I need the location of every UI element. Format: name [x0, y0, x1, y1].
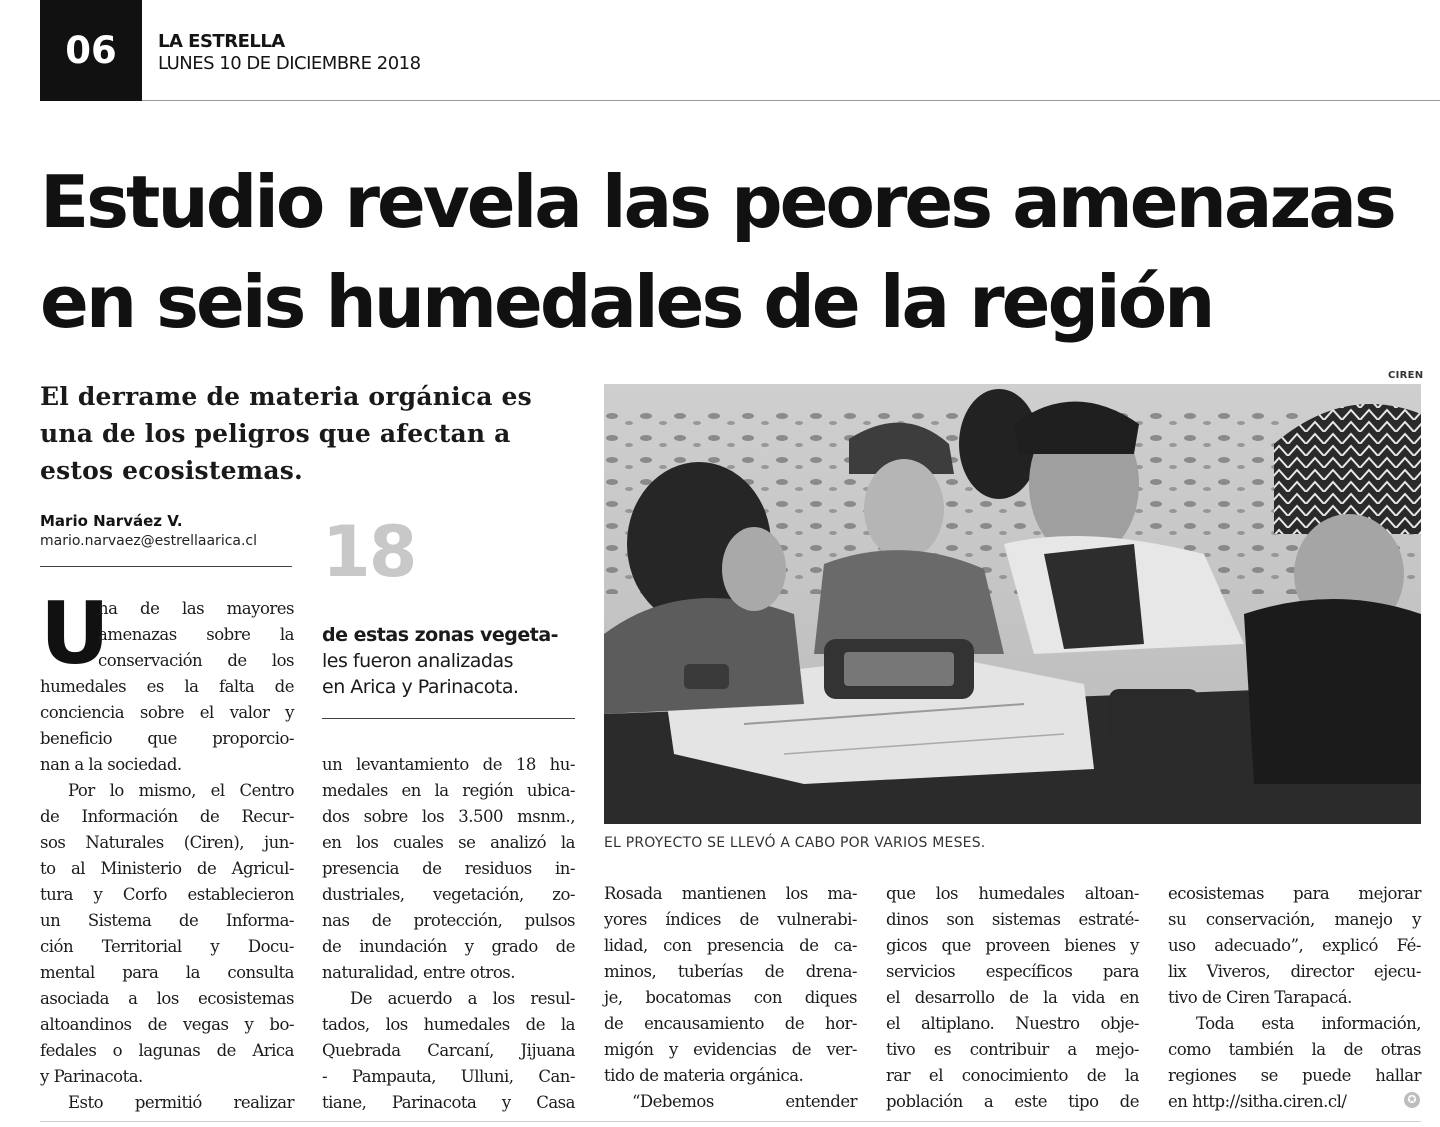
- drop-cap: U: [40, 584, 110, 684]
- body-line: tiane, Parinacota y Casa: [322, 1093, 575, 1112]
- body-line: fedales o lagunas de Arica: [40, 1041, 294, 1060]
- body-line: beneficio que proporcio-: [40, 729, 294, 748]
- body-line: ecosistemas para mejorar: [1168, 884, 1421, 903]
- body-line: de inundación y grado de: [322, 937, 575, 956]
- body-line: el desarrollo de la vida en: [886, 988, 1139, 1007]
- body-line: sos Naturales (Ciren), jun-: [40, 833, 294, 852]
- body-line: como también la de otras: [1168, 1040, 1421, 1059]
- body-line: servicios específicos para: [886, 962, 1139, 981]
- body-line: uso adecuado”, explicó Fé-: [1168, 936, 1421, 955]
- headline-line-2: en seis humedales de la región: [40, 260, 1213, 344]
- body-line: lidad, con presencia de ca-: [604, 936, 857, 955]
- body-line: de encausamiento de hor-: [604, 1014, 857, 1033]
- body-column-4: [886, 881, 1139, 1115]
- body-line: mental para la consulta: [40, 963, 294, 982]
- article-headline: [40, 152, 1440, 352]
- body-column-3: [604, 881, 857, 1115]
- body-line: dinos son sistemas estraté-: [886, 910, 1139, 929]
- body-line: Rosada mantienen los ma-: [604, 884, 857, 903]
- stat-divider: [322, 718, 575, 719]
- body-line: De acuerdo a los resul-: [350, 989, 575, 1008]
- body-line: minos, tuberías de drena-: [604, 962, 857, 981]
- body-line: amenazas sobre la: [98, 625, 294, 644]
- stat-line-1: de estas zonas vegeta-: [322, 624, 559, 646]
- body-line: que los humedales altoan-: [886, 884, 1139, 903]
- deck-line-2: una de los peligros que afectan a: [40, 419, 511, 448]
- body-line: tados, los humedales de la: [322, 1015, 575, 1034]
- body-line: dos sobre los 3.500 msnm.,: [322, 807, 575, 826]
- author-email[interactable]: mario.narvaez@estrellaarica.cl: [40, 533, 258, 549]
- body-column-2: [322, 752, 575, 1116]
- body-line: nan a la sociedad.: [40, 755, 182, 774]
- body-line: na de las mayores: [98, 599, 294, 618]
- body-line: conciencia sobre el valor y: [40, 703, 294, 722]
- body-line: ción Territorial y Docu-: [40, 937, 294, 956]
- body-line: je, bocatomas con diques: [604, 988, 857, 1007]
- body-line: - Pampauta, Ulluni, Can-: [322, 1067, 575, 1086]
- body-line: conservación de los: [98, 651, 294, 670]
- newspaper-name: LA ESTRELLA: [158, 31, 285, 52]
- photo-caption: EL PROYECTO SE LLEVÓ A CABO POR VARIOS MESES.: [604, 835, 986, 851]
- body-line: y Parinacota.: [40, 1067, 143, 1086]
- body-line: regiones se puede hallar: [1168, 1066, 1421, 1085]
- body-line: su conservación, manejo y: [1168, 910, 1421, 929]
- body-line: Toda esta información,: [1196, 1014, 1421, 1033]
- body-line: Quebrada Carcaní, Jijuana: [322, 1041, 575, 1060]
- body-line: población a este tipo de: [886, 1092, 1139, 1111]
- deck-line-1: El derrame de materia orgánica es: [40, 382, 532, 411]
- body-line: tivo de Ciren Tarapacá.: [1168, 988, 1352, 1007]
- deck-line-3: estos ecosistemas.: [40, 456, 303, 485]
- stat-line-3: en Arica y Parinacota.: [322, 676, 519, 698]
- article-photo: [604, 384, 1421, 824]
- body-line: dustriales, vegetación, zo-: [322, 885, 575, 904]
- body-line: un Sistema de Informa-: [40, 911, 294, 930]
- body-line: un levantamiento de 18 hu-: [322, 755, 575, 774]
- stat-description: [322, 622, 558, 700]
- issue-date: LUNES 10 DE DICIEMBRE 2018: [158, 53, 421, 74]
- body-line: gicos que proveen bienes y: [886, 936, 1139, 955]
- byline-divider: [40, 566, 292, 567]
- body-line: asociada a los ecosistemas: [40, 989, 294, 1008]
- body-line: yores índices de vulnerabi-: [604, 910, 857, 929]
- body-line: tura y Corfo establecieron: [40, 885, 294, 904]
- body-line: migón y evidencias de ver-: [604, 1040, 857, 1059]
- article-end-icon: ✪: [1404, 1092, 1420, 1108]
- body-line: tido de materia orgánica.: [604, 1066, 804, 1085]
- body-line: “Debemos entender: [632, 1092, 857, 1111]
- body-line: de Información de Recur-: [40, 807, 294, 826]
- body-column-5: [1168, 881, 1421, 1115]
- body-line: en los cuales se analizó la: [322, 833, 575, 852]
- body-line: to al Ministerio de Agricul-: [40, 859, 294, 878]
- stat-line-2: les fueron analizadas: [322, 650, 514, 672]
- headline-line-1: Estudio revela las peores amenazas: [40, 160, 1394, 244]
- stat-number: 18: [322, 511, 416, 593]
- body-column-1: [40, 584, 294, 1116]
- body-line: naturalidad, entre otros.: [322, 963, 515, 982]
- masthead-divider: [142, 100, 1440, 101]
- article-deck: [40, 378, 600, 489]
- body-line: presencia de residuos in-: [322, 859, 575, 878]
- body-line: nas de protección, pulsos: [322, 911, 575, 930]
- author-name: Mario Narváez V.: [40, 512, 183, 530]
- body-line[interactable]: en http://sitha.ciren.cl/: [1168, 1092, 1347, 1111]
- body-line: tivo es contribuir a mejo-: [886, 1040, 1139, 1059]
- page-number: 06: [40, 0, 142, 101]
- body-line: altoandinos de vegas y bo-: [40, 1015, 294, 1034]
- body-line: lix Viveros, director ejecu-: [1168, 962, 1421, 981]
- body-line: Esto permitió realizar: [68, 1093, 294, 1112]
- body-line: rar el conocimiento de la: [886, 1066, 1139, 1085]
- body-line: humedales es la falta de: [40, 677, 294, 696]
- photo-credit: CIREN: [1388, 370, 1424, 381]
- body-line: Por lo mismo, el Centro: [68, 781, 294, 800]
- body-line: el altiplano. Nuestro obje-: [886, 1014, 1139, 1033]
- page-bottom-divider: [40, 1121, 1421, 1122]
- body-line: medales en la región ubica-: [322, 781, 575, 800]
